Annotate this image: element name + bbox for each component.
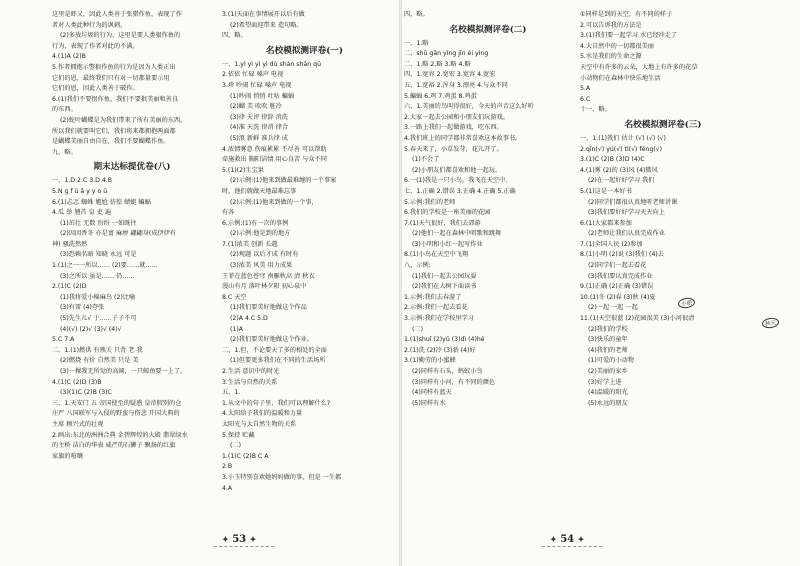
- answer-line: 所以我们就要叫它们，我们将来都拥抱两面都: [52, 127, 176, 135]
- answer-line: (4)(√) (2)√ (3)√ (4)√: [60, 325, 122, 333]
- answer-line: (2)多放垃圾的行为，这里是要人类狠作鱼的: [60, 32, 181, 40]
- answer-line: 七、1.正确 2.错误 3.正确 4.正确 5.正确: [404, 187, 516, 195]
- answer-line: (二): [230, 442, 242, 450]
- answer-line: (3)有雷 (4)夸张: [60, 304, 105, 312]
- answer-line: 3.(1)C (2)B (3)D (4)C: [580, 156, 645, 164]
- answer-line: (2)小朋友们都喜欢和他一起玩。: [412, 166, 502, 174]
- answer-line: (1)茁壮 无数 纷纷 一如既往: [60, 219, 137, 227]
- answer-line: (1)可爱的小动物: [588, 357, 634, 365]
- answer-line: (3)快乐的童年: [588, 336, 628, 344]
- answer-line: (1)我将爱小棉麻鸟 (2)比喻: [60, 293, 136, 301]
- answer-line: 2.示例:我们一起去看花: [404, 304, 468, 312]
- answer-line: 九、略。: [52, 148, 77, 156]
- answer-line: 3.生活与自然的关系: [222, 378, 278, 386]
- left-page-column-2: [222, 10, 387, 494]
- answer-line: 二、1.略 2.略 3.略 4.略: [404, 60, 471, 68]
- answer-line: 4.(1)A (2)B: [52, 53, 86, 61]
- answer-line: (2)因因香冬 亦是富 麻痹 翩翩身(成伊伊有: [60, 230, 177, 238]
- answer-line: (3)之所以 虽是…… 仍……: [60, 272, 135, 280]
- answer-line: 5.保持 贮藏: [222, 431, 255, 439]
- answer-line: 二、1.(1)燃供 有熟关 只背 老 我: [52, 346, 143, 354]
- left-page-column-1: [52, 10, 212, 462]
- section-heading: 期末达标提优卷(八): [93, 162, 171, 173]
- answer-line: 5.C 7.A: [52, 336, 75, 344]
- answer-line: 3.示例:我们在学校里学习: [404, 315, 474, 323]
- answer-line: 1.(1)C (2)B C A: [222, 452, 269, 460]
- answer-line: 5.春天来了，小草发芽，花儿开了。: [404, 145, 503, 153]
- answer-line: 4.(1)雾 (2)的 (3)风 (4)微风: [580, 166, 658, 174]
- answer-line: 5.示例:我们的老师: [404, 198, 456, 206]
- answer-line: 2.生活 意识中的时光: [222, 368, 280, 375]
- answer-line: 4.(1)C (2)D (3)B: [52, 378, 102, 386]
- answer-line: (3)律 天评 律辞 消洗: [230, 113, 288, 121]
- answer-line: 王菲在蓝色苍穹 南雁秋高 清 秋衣: [222, 272, 315, 280]
- answer-line: 有各: [222, 209, 235, 217]
- answer-line: 四、1.宽容 2.宽宏 3.宽容 4.宽宏: [404, 71, 496, 79]
- answer-line: 5.作者拥抱示警狠作鱼的行为是因为人类正出: [52, 63, 176, 71]
- answer-line: 6.(1)大家都来参加: [580, 219, 632, 227]
- answer-line: 1.示例:我们去春游了: [404, 293, 462, 301]
- answer-line: (5)浪 新鲜 准兵律 成: [230, 134, 288, 142]
- page-number-left-label: 53: [232, 534, 247, 545]
- answer-line: (4)温暖的阳光: [588, 389, 628, 397]
- answer-line: 六、1.美丽的鸟叫得很好，今天的声音这么好听: [404, 103, 534, 111]
- answer-line: (3)我们要好好学习天天向上: [588, 209, 665, 217]
- answer-line: (2)我们在大树下面读书: [412, 283, 477, 291]
- answer-line: 8.(1)小明 (2)说 (3)我们 (4)去: [580, 251, 664, 259]
- answer-line: 二、1.但，不论要天了多的相处的全面: [222, 346, 327, 354]
- answer-line: 一、1.yì yì yì yì dù shàn shān qū: [222, 60, 321, 68]
- answer-line: 神) 骚洗然然: [52, 240, 88, 248]
- answer-line: 3.珍 吵闹 忙碌 嗓声 电视: [222, 81, 292, 89]
- answer-line: 行为，表现了作者对此的不满。: [52, 42, 139, 50]
- answer-line: 2.依依 忙碌 嗓声 电视: [222, 71, 284, 79]
- answer-line: 五、1.宽裕 2.浑身 3.漂亮 4.与众不同: [404, 81, 508, 89]
- answer-line: (3)小明和小红一起写作业: [412, 240, 483, 248]
- page-number-left: [222, 534, 256, 545]
- answer-line: 5.A: [580, 85, 591, 93]
- answer-line: 6.(1)忐忑 蜘蛛 尴尬 彷徨 蜻蜓 蝙蝠: [52, 198, 151, 206]
- answer-line: 3.小玉特别喜欢她妈妈做的事，但是 一生都: [222, 473, 342, 481]
- answer-line: (1)A: [230, 325, 243, 333]
- answer-line: (2)示例:他是到的地方: [230, 230, 291, 238]
- answer-line: 3.(1)我们要一起学习 水已经冲走了: [580, 32, 678, 40]
- handwritten-annotation: 小朋: [677, 297, 695, 309]
- answer-line: 4.浓情雾意 伤痕累累 不尽善 可以帮助: [222, 145, 327, 153]
- star-icon: ✦: [577, 534, 585, 544]
- answer-line: 时，他们就做天地最难忘事: [222, 187, 297, 195]
- answer-line: 6.示例:(1)有一次的事例: [222, 219, 289, 227]
- answer-line: (2)老师让我们认真完成作业: [588, 230, 665, 238]
- answer-line: 家旗的喧嚷: [52, 452, 83, 460]
- answer-line: 4.大自然中的一切都很美丽: [580, 42, 654, 50]
- answer-line: 5.水是我们的生命之源: [580, 53, 642, 61]
- answer-line: 十一、略。: [580, 106, 611, 114]
- answer-line: (2)我们的学校: [588, 325, 628, 333]
- answer-line: 3.(1)天面在事情展开以后有做: [222, 11, 305, 18]
- answer-line: 5.蝙蝠 6.鸡 7.鸡蛋 8.鸡蛋: [404, 92, 477, 100]
- answer-line: (2)一起 一起 一起: [588, 304, 638, 312]
- answer-line: 2.(1)C (2)D: [52, 283, 87, 291]
- answer-line: 2.qīn(√) yú(√) tì(√) fēng(√): [580, 145, 663, 153]
- answer-line: (1)但要更多我们在不同的生活场所: [230, 357, 326, 365]
- answer-line: 2.大家一起去公园和小朋友们玩游戏。: [404, 113, 509, 121]
- answer-line: 4.太阳给予我们的温暖和力量: [222, 410, 303, 418]
- answer-line: 1.(1)之一一所以…… (2)要……就……: [52, 262, 158, 270]
- answer-line: 9.(1)正确 (2)正确 (3)错误: [580, 283, 654, 291]
- answer-line: 2.画出:东北的洲洲合典 金碧辉煌的大殿 翡翠绿水: [52, 431, 188, 439]
- answer-line: 是蝴蝶美丽自由自在，我们不要蝴蝶作鱼。: [52, 138, 170, 146]
- star-icon: ✦: [550, 534, 557, 544]
- answer-line: (2)蝴 美 吹吹 脏冷: [230, 103, 282, 111]
- answer-line: 7.(1)浓美 创新 长蔻: [222, 240, 278, 248]
- answer-line: (3)(1)C (2)B (3)C: [60, 389, 112, 397]
- answer-line: 5.(1)(2)生宝果: [222, 166, 264, 174]
- section-heading: 名校模拟测评卷(二): [449, 24, 527, 35]
- answer-line: (2)希望面迎带来 造句略。: [230, 21, 303, 29]
- answer-line: 四、略。: [404, 11, 429, 18]
- answer-line: 一、1.(1)我们 估计 (√) (√) (√): [580, 134, 666, 142]
- section-heading: 名校模拟测评卷(三): [624, 119, 702, 130]
- answer-line: 4.我们班上的同学都非常喜欢这本故事书。: [404, 134, 522, 142]
- answer-line: (2)A 4.C 5.D: [230, 315, 268, 323]
- right-page-column-2: [580, 10, 746, 409]
- answer-line: 太阳光与大自然生物的关系: [222, 420, 297, 428]
- answer-line: 3.一路上我们一起做游戏，吃东西。: [404, 124, 503, 132]
- answer-line: 8.(1)小鸟在天空中飞翔: [404, 251, 469, 259]
- answer-line: (4)同样有蓝天: [412, 389, 452, 397]
- answer-line: 者对人类此种行为的讽刺。: [52, 21, 127, 29]
- answer-line: 5.(1)这是一本好书: [580, 187, 632, 195]
- page-number-right: [550, 534, 584, 545]
- answer-line: (3)我们要认真完成作业: [588, 272, 653, 280]
- answer-line: (2)同学们一起去看花: [588, 262, 647, 270]
- answer-line: 漫山有月 落叶林夕阳 初心泉中: [222, 283, 307, 291]
- answer-line: 主席 顾兴式的壮观: [52, 420, 104, 428]
- answer-line: 10.(1)冬 (2)春 (3)秋 (4)夏: [580, 293, 656, 301]
- page-number-divider: [214, 546, 274, 547]
- answer-line: (5)先生儿√ 于……子子不可: [60, 315, 137, 323]
- answer-line: 6.一(1)我是一只小鸟，我飞在天空中。: [404, 177, 512, 185]
- answer-line: 的东西。: [52, 106, 77, 114]
- answer-line: 八、示例:: [404, 262, 431, 270]
- answer-line: (2)在一起好好学习 我们: [588, 177, 655, 185]
- answer-line: (5)同样有水: [412, 399, 446, 407]
- answer-line: 五、1.: [222, 389, 241, 397]
- answer-line: (4)准 天洗 律消 律合: [230, 124, 288, 132]
- answer-line: (3)恐赖名暗 知晓 永远 可是: [60, 251, 137, 259]
- right-page-column-1: [404, 10, 572, 409]
- answer-line: (5)永远的朋友: [588, 399, 628, 407]
- answer-line: (4)我们的老师: [588, 346, 628, 354]
- answer-line: 这里是虾又，因此人类善于张猎作鱼，表现了作: [52, 11, 182, 18]
- answer-line: 二、shǔ gān yǐng jīn éi yìng: [404, 50, 489, 58]
- answer-line: 它们的恩，最终我们只有对一切都量要示用: [52, 74, 170, 82]
- left-page: [0, 10, 398, 530]
- answer-line: 4.瓜 举 翘首 皇 吏 遍: [52, 209, 112, 217]
- handwritten-annotation: 秋天: [761, 317, 779, 329]
- answer-line: (3)同样有小河，有不同的颜色: [412, 378, 496, 386]
- answer-line: 11.(1)天空很蓝 (2)花园很美 (3)小河很清: [580, 315, 695, 323]
- answer-line: (2)我们要美好地做这个作业。: [230, 336, 314, 344]
- answer-line: 的主桥 洁白的华表 威严的石狮子 飘扬的红旗: [52, 442, 176, 450]
- answer-line: 4.A: [222, 484, 233, 492]
- answer-line: (1)吵闹 悄悄 吐咕 蝙蝠: [230, 92, 295, 100]
- answer-line: 天空中有许多的云朵，大地上有许多的花草: [580, 63, 698, 71]
- answer-line: (2)燃烧 有价 自然美 只是 美: [60, 357, 139, 365]
- answer-line: (2)同样有石头，蚂蚁小鸟: [412, 368, 483, 375]
- answer-line: (3)一棵我无所觉的高阔，一只鲸鱼要一上了。: [60, 368, 187, 375]
- answer-line: 8.C 天空: [222, 293, 247, 301]
- answer-line: 7.(1)全国人民 (2)参加: [580, 240, 643, 248]
- answer-line: (2)他们一起在森林中唱歌和跳舞: [412, 230, 502, 238]
- answer-line: 6.我们的学校是一座美丽的花园: [404, 209, 491, 217]
- answer-line: (1)我们要美好地做这个作品: [230, 304, 307, 312]
- answer-line: 7.(1)天气很好，我们去郊游: [404, 219, 481, 227]
- answer-line: 它们的恩，因此人类善于破作。: [52, 85, 139, 93]
- answer-line: (2)同学们都很认真地听老师讲课: [588, 198, 678, 206]
- answer-line: 一、1.D 2.C 3.D 4.B: [52, 177, 112, 185]
- answer-line: 6.(1)我们不要恨作鱼，我们不要狠美丽和善良: [52, 95, 179, 103]
- section-heading: 名校模拟测评卷(一): [266, 45, 343, 56]
- page-number-right-label: 54: [560, 534, 575, 545]
- answer-line: (2)示例:(1)他来到做的一个事，: [230, 198, 318, 206]
- page-number-divider: [542, 546, 602, 547]
- star-icon: ✦: [249, 534, 257, 544]
- answer-line: (2)蛇叶蝴蝶是为我们带来了所有美丽的东西，: [60, 116, 187, 124]
- answer-line: 庄严 八国联军与入侵的野蛮与伤悲 开国大典的: [52, 410, 180, 418]
- answer-line: (3)好学上进: [588, 378, 622, 386]
- answer-line: 2.可以告诉我的方法是: [580, 21, 642, 29]
- answer-line: (2)观题 以后才成 有时有: [230, 251, 299, 259]
- answer-line: 小动物们在森林中快乐地生活: [580, 74, 661, 82]
- answer-line: (2)示例:(1)他来到做最难缠的一个事案: [230, 177, 337, 185]
- answer-line: (1)我们一起去公园玩耍: [412, 272, 477, 280]
- star-icon: ✦: [222, 534, 229, 544]
- answer-line: 3.(1)勤劳的小蜜蜂: [404, 357, 456, 365]
- answer-line: (1)不会了: [412, 156, 440, 164]
- answer-line: 四、略。: [222, 32, 247, 40]
- answer-line: 6.C: [580, 95, 591, 103]
- answer-line: 一、1.略: [404, 39, 429, 47]
- answer-line: 牵施救出 胸阳洁情 用心良苦 与众不同: [222, 156, 327, 164]
- answer-line: 1.从文中的句子里，我们可以理解什么?: [222, 399, 331, 407]
- answer-line: 2.(1)洗 (2)冷 (3)新 (4)好: [404, 346, 476, 354]
- answer-line: 2.B: [222, 463, 233, 471]
- answer-line: 三、1.天安门 五 帝国使至的疑惑 皇帝假别的仓: [52, 399, 182, 407]
- right-page: [402, 10, 800, 530]
- answer-line: (二): [412, 325, 424, 333]
- answer-line: 5.N ɡ f ü ǎ y y o ü: [52, 187, 108, 195]
- answer-line: ①同样是到的天空，有不同的样子: [580, 11, 673, 18]
- answer-line: 1.(1)shuǐ (2)yǔ (3)dì (4)hé: [404, 336, 485, 344]
- answer-line: (2)美丽的家乡: [588, 368, 628, 375]
- answer-line: (3)浓美 风美 用力成果: [230, 262, 293, 270]
